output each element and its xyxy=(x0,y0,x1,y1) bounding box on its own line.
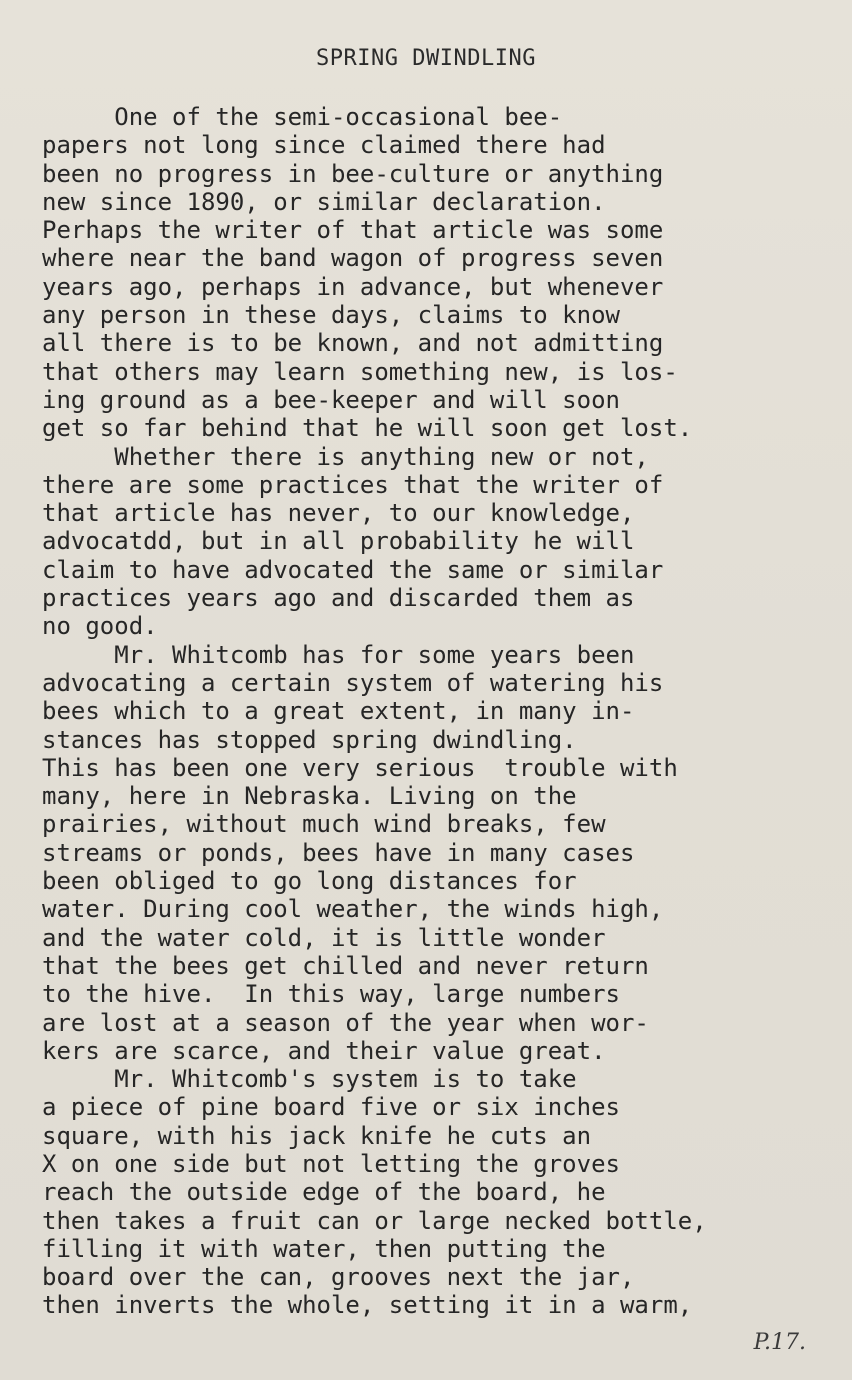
text-line: that others may learn something new, is los- xyxy=(42,357,678,386)
text-line: streams or ponds, bees have in many cases xyxy=(42,838,635,867)
text-line: advocatdd, but in all probability he will xyxy=(42,527,635,556)
text-line: that article has never, to our knowledge, xyxy=(42,499,635,528)
text-line: been no progress in bee-culture or anything xyxy=(42,159,664,188)
text-line: a piece of pine board five or six inches xyxy=(42,1093,620,1122)
text-line: Mr. Whitcomb has for some years been xyxy=(42,640,635,669)
text-line: then takes a fruit can or large necked bottle, xyxy=(42,1206,707,1235)
text-line: bees which to a great extent, in many in- xyxy=(42,697,635,726)
page-title: SPRING DWINDLING xyxy=(316,46,536,71)
text-line: X on one side but not letting the groves xyxy=(42,1149,620,1178)
text-line: practices years ago and discarded them as xyxy=(42,584,635,613)
text-line: ing ground as a bee-keeper and will soon xyxy=(42,385,620,414)
text-line: get so far behind that he will soon get lost. xyxy=(42,414,693,443)
text-line: kers are scarce, and their value great. xyxy=(42,1036,606,1065)
text-line: stances has stopped spring dwindling. xyxy=(42,725,577,754)
text-line: to the hive. In this way, large numbers xyxy=(42,980,620,1009)
text-line: Mr. Whitcomb's system is to take xyxy=(42,1065,577,1094)
text-line: there are some practices that the writer of xyxy=(42,470,664,499)
text-line: reach the outside edge of the board, he xyxy=(42,1178,606,1207)
text-line: been obliged to go long distances for xyxy=(42,867,577,896)
text-line: then inverts the whole, setting it in a warm, xyxy=(42,1291,693,1320)
text-line: advocating a certain system of watering his xyxy=(42,668,664,697)
handwritten-page-number: P.17. xyxy=(753,1330,806,1355)
text-line: no good. xyxy=(42,612,158,641)
text-line: and the water cold, it is little wonder xyxy=(42,923,606,952)
text-line: that the bees get chilled and never return xyxy=(42,951,649,980)
text-line: all there is to be known, and not admitting xyxy=(42,329,664,358)
text-line: are lost at a season of the year when wor- xyxy=(42,1008,649,1037)
text-line: water. During cool weather, the winds high, xyxy=(42,895,664,924)
text-line: claim to have advocated the same or similar xyxy=(42,555,664,584)
text-line: square, with his jack knife he cuts an xyxy=(42,1121,592,1150)
body-text xyxy=(42,103,707,1320)
text-line: any person in these days, claims to know xyxy=(42,301,620,330)
text-line: years ago, perhaps in advance, but whenever xyxy=(42,272,664,301)
text-line: papers not long since claimed there had xyxy=(42,131,606,160)
text-line: Perhaps the writer of that article was some xyxy=(42,216,664,245)
text-line: prairies, without much wind breaks, few xyxy=(42,810,606,839)
text-line: new since 1890, or similar declaration. xyxy=(42,187,606,216)
text-line: Whether there is anything new or not, xyxy=(42,442,649,471)
text-line: board over the can, grooves next the jar, xyxy=(42,1263,635,1292)
text-line: One of the semi-occasional bee- xyxy=(42,103,563,131)
text-line: where near the band wagon of progress seven xyxy=(42,244,664,273)
text-line: many, here in Nebraska. Living on the xyxy=(42,782,577,811)
text-line: filling it with water, then putting the xyxy=(42,1234,606,1263)
text-line: This has been one very serious trouble with xyxy=(42,753,678,782)
